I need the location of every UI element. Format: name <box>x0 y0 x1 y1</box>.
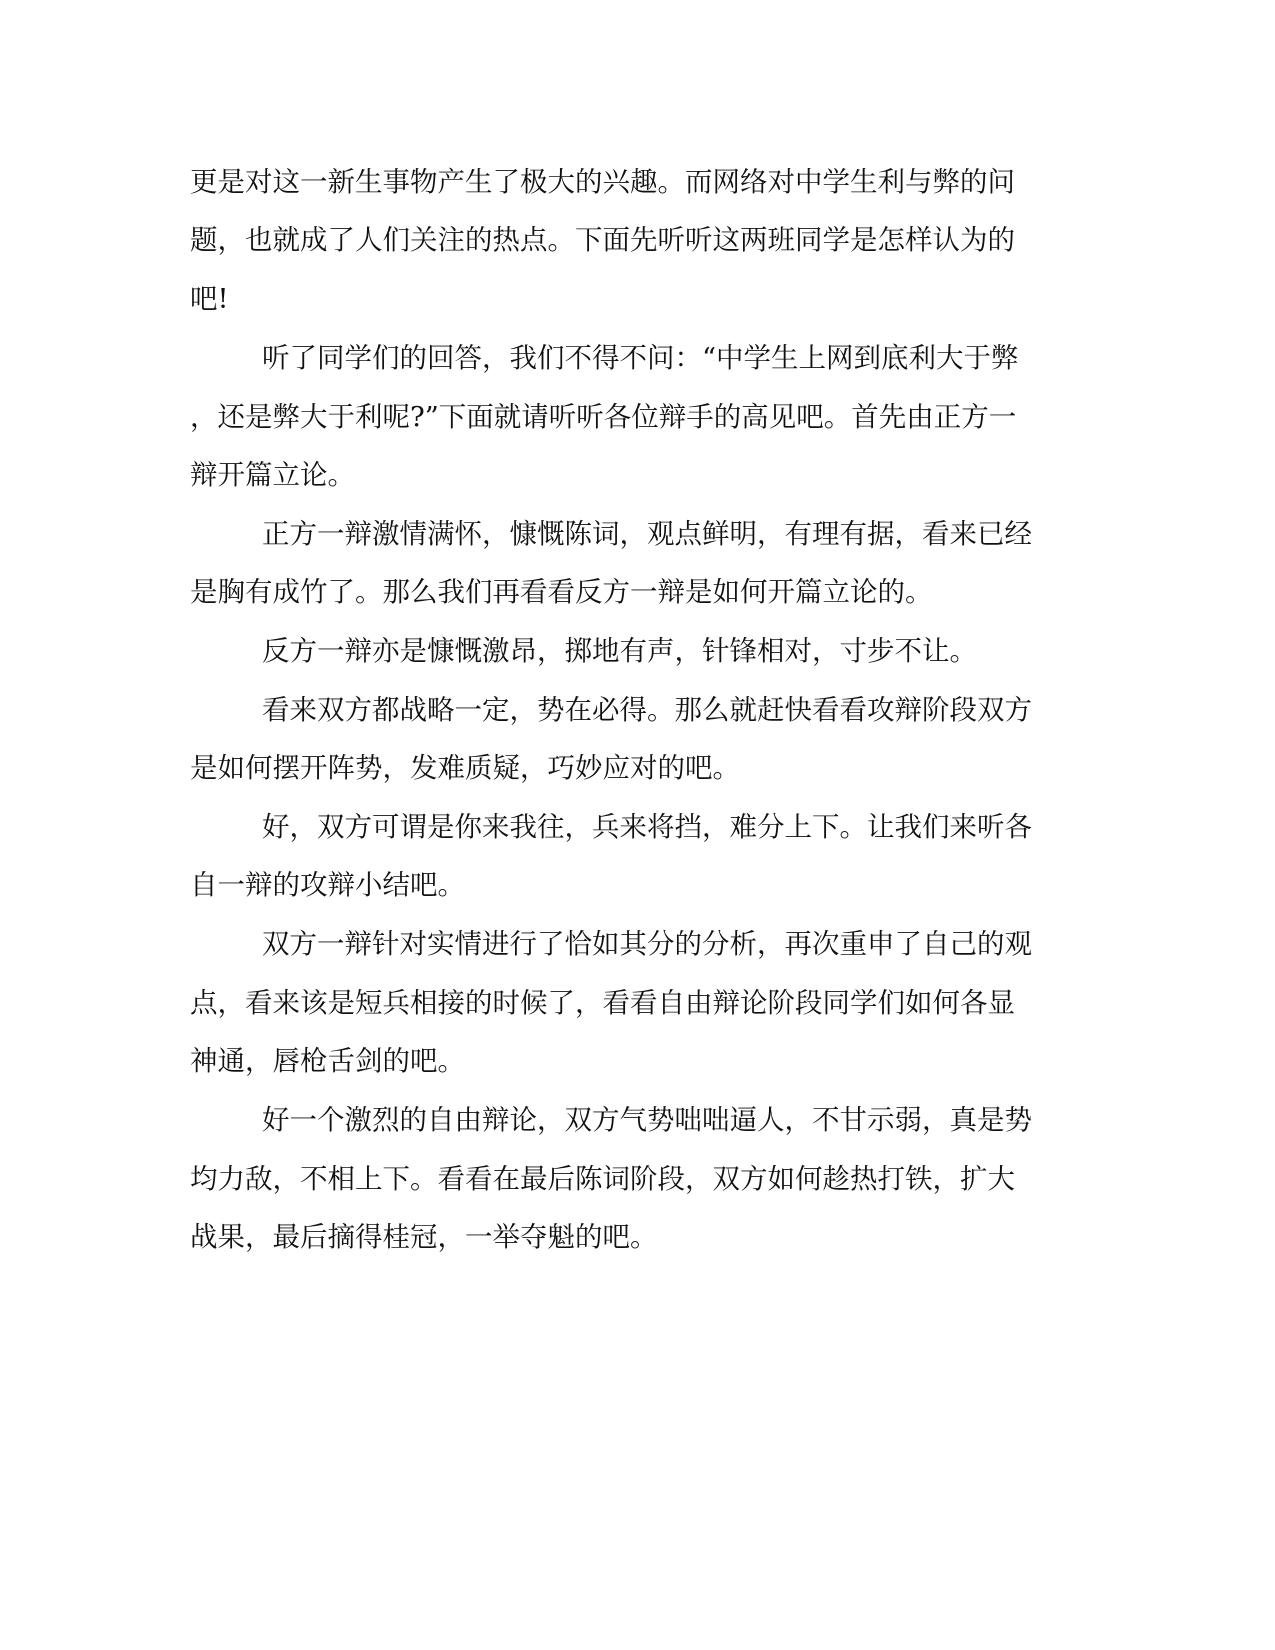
text-line: 战果，最后摘得桂冠，一举夺魁的吧。 <box>190 1221 658 1253</box>
text-line: ，还是弊大于利呢?”下面就请听听各位辩手的高见吧。首先由正方一 <box>190 401 1017 433</box>
text-line: 均力敌，不相上下。看看在最后陈词阶段，双方如何趁热打铁，扩大 <box>190 1163 1015 1195</box>
paragraph-first-line: 听了同学们的回答，我们不得不问：“中学生上网到底利大于弊 <box>262 342 1019 374</box>
paragraph-first-line: 正方一辩激情满怀，慷慨陈词，观点鲜明，有理有据，看来已经 <box>262 518 1032 550</box>
text-line: 辩开篇立论。 <box>190 459 355 491</box>
text-line: 自一辩的攻辩小结吧。 <box>190 869 465 901</box>
text-line: 神通，唇枪舌剑的吧。 <box>190 1045 465 1077</box>
paragraph-first-line: 好一个激烈的自由辩论，双方气势咄咄逼人，不甘示弱，真是势 <box>262 1104 1032 1136</box>
paragraph-first-line: 好，双方可谓是你来我往，兵来将挡，难分上下。让我们来听各 <box>262 811 1032 843</box>
text-line: 点，看来该是短兵相接的时候了，看看自由辩论阶段同学们如何各显 <box>190 987 1015 1019</box>
paragraph-first-line: 看来双方都战略一定，势在必得。那么就赶快看看攻辩阶段双方 <box>262 694 1032 726</box>
text-line: 题，也就成了人们关注的热点。下面先听听这两班同学是怎样认为的 <box>190 224 1015 256</box>
text-line: 是胸有成竹了。那么我们再看看反方一辩是如何开篇立论的。 <box>190 576 933 608</box>
paragraph-first-line: 双方一辩针对实情进行了恰如其分的分析，再次重申了自己的观 <box>262 928 1032 960</box>
text-line: 吧! <box>190 283 229 315</box>
text-line: 是如何摆开阵势，发难质疑，巧妙应对的吧。 <box>190 752 740 784</box>
paragraph-first-line: 反方一辩亦是慷慨激昂，掷地有声，针锋相对，寸步不让。 <box>262 635 977 667</box>
text-line: 更是对这一新生事物产生了极大的兴趣。而网络对中学生利与弊的问 <box>190 166 1015 198</box>
